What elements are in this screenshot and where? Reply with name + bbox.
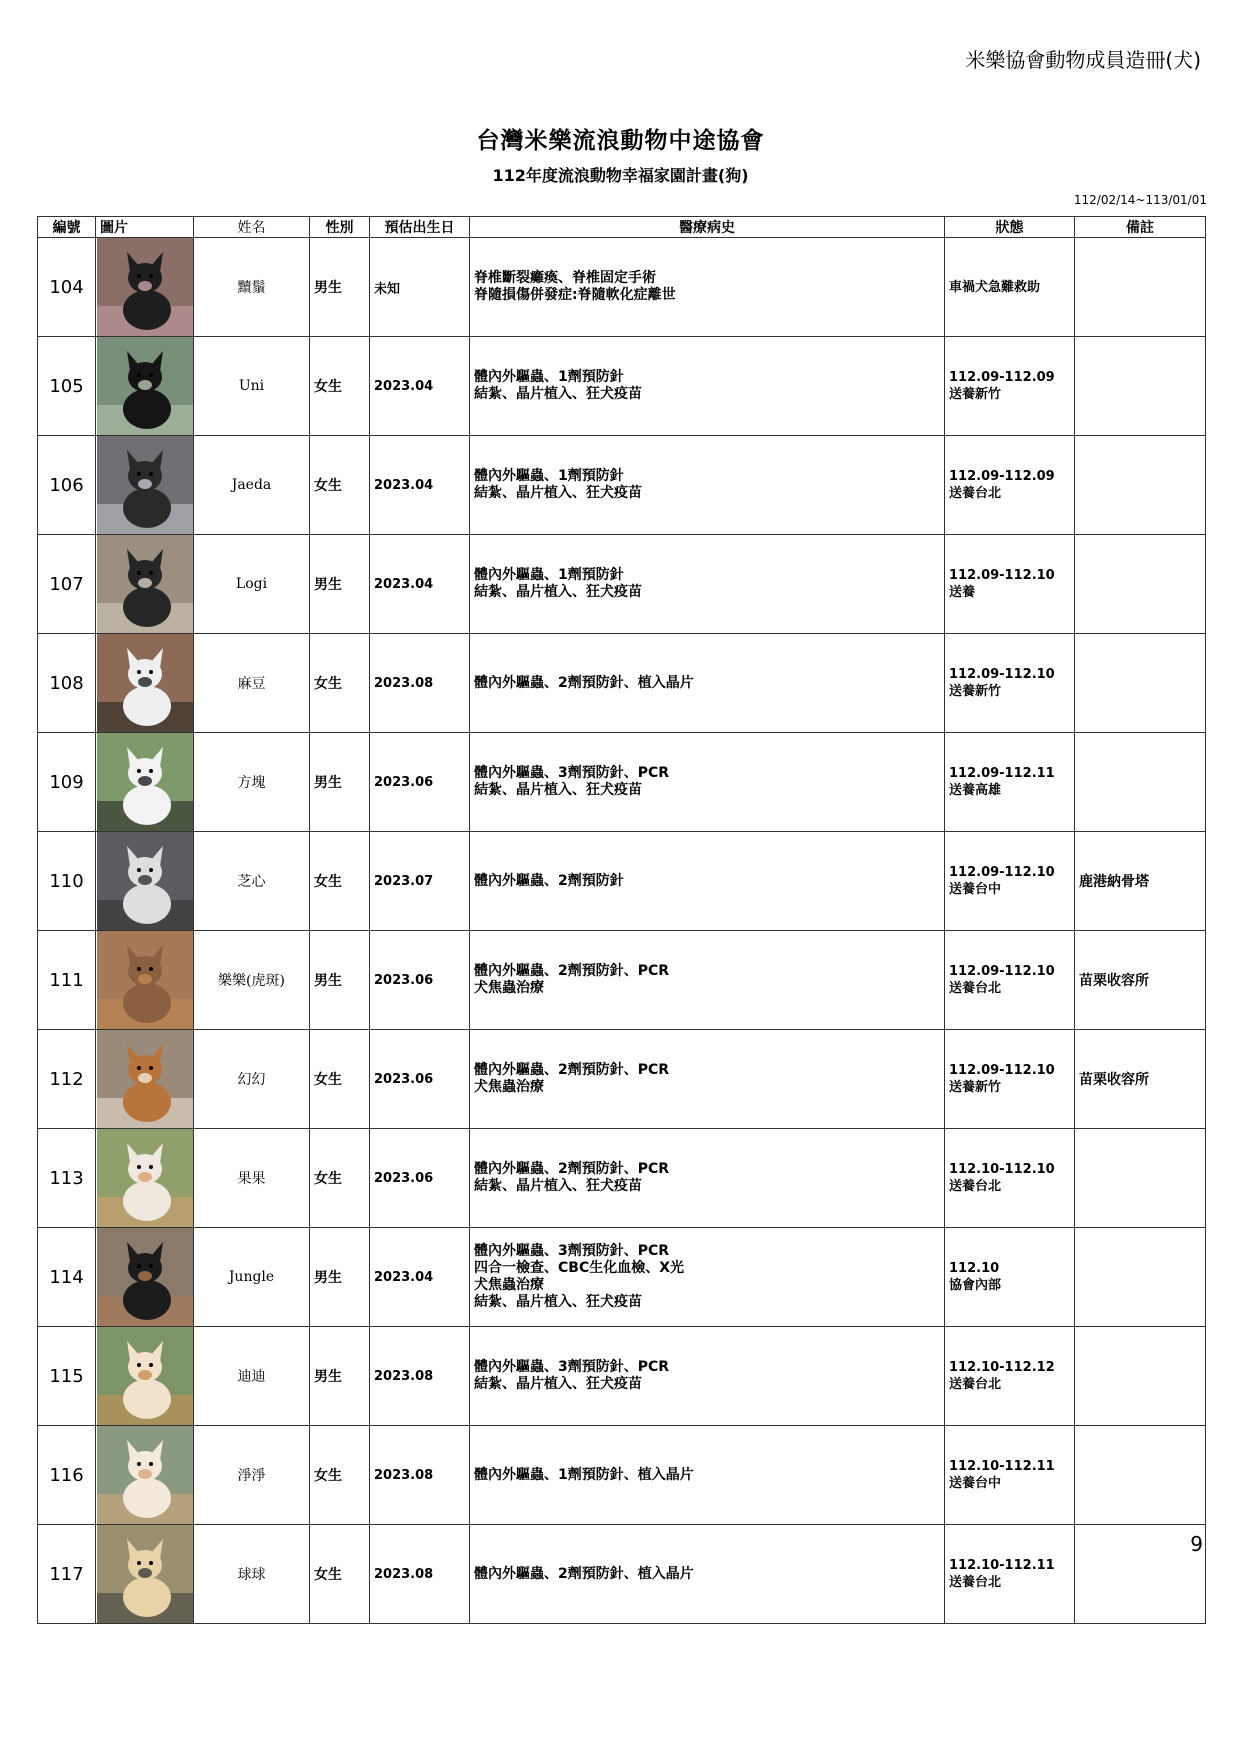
cell-status: [945, 238, 1075, 337]
table-row: [38, 1426, 1206, 1525]
cell-id: [38, 931, 96, 1030]
medical-line: 脊椎斷裂癱瘓、脊椎固定手術: [474, 270, 656, 286]
cell-note: [1075, 238, 1206, 337]
cell-note: [1075, 1327, 1206, 1426]
medical-line: 結紮、晶片植入、狂犬疫苗: [474, 1294, 642, 1310]
cell-birth: [370, 1426, 470, 1525]
animal-birth: 2023.07: [374, 873, 434, 889]
animal-name: Jungle: [228, 1269, 275, 1285]
status-line: 協會內部: [949, 1278, 1002, 1293]
cell-sex: [310, 535, 370, 634]
animal-sex: 男生: [314, 775, 342, 791]
dog-photo: [97, 1525, 193, 1623]
cell-id: [38, 733, 96, 832]
animal-sex: 女生: [314, 874, 342, 890]
animal-id: 115: [49, 1365, 84, 1387]
medical-line: 結紮、晶片植入、狂犬疫苗: [474, 386, 642, 402]
cell-status: [945, 1129, 1075, 1228]
cell-name: [194, 1327, 310, 1426]
table-row: [38, 1030, 1206, 1129]
cell-medical: [470, 337, 945, 436]
header-birth: 預估出生日: [370, 217, 470, 238]
medical-line: 結紮、晶片植入、狂犬疫苗: [474, 1376, 642, 1392]
cell-photo: [96, 733, 194, 832]
table-row: [38, 238, 1206, 337]
dog-photo: [97, 634, 193, 732]
table-body: [38, 238, 1206, 1624]
status-line: 112.10-112.12: [949, 1360, 1055, 1375]
dog-photo: [97, 931, 193, 1029]
cell-id: [38, 634, 96, 733]
animal-birth: 2023.06: [374, 774, 434, 790]
cell-sex: [310, 436, 370, 535]
cell-name: [194, 1228, 310, 1327]
animal-birth: 2023.08: [374, 1368, 434, 1384]
cell-note: [1075, 535, 1206, 634]
animal-sex: 女生: [314, 1072, 342, 1088]
status-line: 送養台北: [949, 981, 1002, 996]
status-line: 送養新竹: [949, 1080, 1002, 1095]
cell-sex: [310, 832, 370, 931]
status-line: 112.10-112.11: [949, 1558, 1055, 1573]
animal-name: Logi: [235, 576, 268, 592]
cell-status: [945, 832, 1075, 931]
table-row: [38, 1228, 1206, 1327]
cell-name: [194, 832, 310, 931]
page-number: 9: [1190, 1532, 1203, 1556]
cell-id: [38, 1129, 96, 1228]
cell-sex: [310, 1327, 370, 1426]
animal-name: 樂樂(虎斑): [218, 973, 285, 989]
animal-sex: 男生: [314, 577, 342, 593]
cell-note: [1075, 1525, 1206, 1624]
title-block: [0, 122, 1241, 186]
animal-id: 110: [49, 870, 84, 892]
cell-id: [38, 1228, 96, 1327]
cell-id: [38, 436, 96, 535]
document-title: 台灣米樂流浪動物中途協會: [476, 128, 765, 154]
animal-id: 108: [49, 672, 84, 694]
cell-name: [194, 1426, 310, 1525]
animal-sex: 女生: [314, 676, 342, 692]
cell-sex: [310, 634, 370, 733]
cell-birth: [370, 832, 470, 931]
cell-sex: [310, 1525, 370, 1624]
animal-sex: 男生: [314, 1369, 342, 1385]
status-line: 送養新竹: [949, 387, 1002, 402]
animal-sex: 女生: [314, 1567, 342, 1583]
table-row: [38, 832, 1206, 931]
cell-id: [38, 1327, 96, 1426]
cell-status: [945, 733, 1075, 832]
dog-photo: [97, 1426, 193, 1524]
medical-line: 體內外驅蟲、2劑預防針、PCR: [474, 963, 670, 979]
medical-line: 體內外驅蟲、2劑預防針、PCR: [474, 1062, 670, 1078]
animal-id: 117: [49, 1563, 84, 1585]
table-row: [38, 931, 1206, 1030]
medical-line: 結紮、晶片植入、狂犬疫苗: [474, 782, 642, 798]
cell-birth: [370, 1129, 470, 1228]
animal-name: Jaeda: [231, 477, 272, 493]
cell-note: [1075, 436, 1206, 535]
animal-id: 114: [49, 1266, 84, 1288]
status-line: 送養台北: [949, 486, 1002, 501]
status-line: 送養高雄: [949, 783, 1002, 798]
medical-line: 體內外驅蟲、2劑預防針: [474, 872, 624, 889]
status-line: 送養: [949, 585, 976, 600]
cell-status: [945, 931, 1075, 1030]
cell-birth: [370, 1327, 470, 1426]
cell-birth: [370, 436, 470, 535]
cell-birth: [370, 535, 470, 634]
cell-name: [194, 733, 310, 832]
cell-sex: [310, 1228, 370, 1327]
cell-note: [1075, 1129, 1206, 1228]
cell-note: [1075, 1426, 1206, 1525]
cell-medical: [470, 436, 945, 535]
animal-name: 方塊: [237, 775, 266, 791]
cell-photo: [96, 1426, 194, 1525]
cell-note: [1075, 634, 1206, 733]
animal-name: 球球: [237, 1567, 266, 1583]
animal-id: 106: [49, 474, 84, 496]
cell-photo: [96, 535, 194, 634]
cell-medical: [470, 931, 945, 1030]
cell-photo: [96, 1129, 194, 1228]
cell-photo: [96, 238, 194, 337]
dog-photo: [97, 535, 193, 633]
medical-line: 結紮、晶片植入、狂犬疫苗: [474, 485, 642, 501]
table-row: [38, 733, 1206, 832]
cell-id: [38, 1030, 96, 1129]
cell-medical: [470, 238, 945, 337]
cell-sex: [310, 238, 370, 337]
medical-line: 犬焦蟲治療: [474, 980, 544, 996]
animal-id: 113: [49, 1167, 84, 1189]
dog-photo: [97, 436, 193, 534]
cell-medical: [470, 1426, 945, 1525]
cell-medical: [470, 1327, 945, 1426]
animal-sex: 女生: [314, 1468, 342, 1484]
cell-note: [1075, 337, 1206, 436]
animal-id: 107: [49, 573, 84, 595]
status-line: 送養台北: [949, 1179, 1002, 1194]
table-row: [38, 634, 1206, 733]
cell-note: [1075, 832, 1206, 931]
dog-photo: [97, 832, 193, 930]
document-subtitle: 112年度流浪動物幸福家園計畫(狗): [492, 166, 749, 185]
status-line: 112.09-112.10: [949, 1063, 1055, 1078]
cell-photo: [96, 1525, 194, 1624]
cell-note: [1075, 1228, 1206, 1327]
status-line: 112.09-112.10: [949, 865, 1055, 880]
cell-name: [194, 238, 310, 337]
animal-name: 麻豆: [237, 676, 266, 692]
animal-name: 幻幻: [237, 1072, 266, 1088]
table-row: [38, 1525, 1206, 1624]
dog-photo: [97, 733, 193, 831]
medical-line: 四合一檢查、CBC生化血檢、X光: [474, 1260, 685, 1276]
animal-note: 苗栗收容所: [1079, 1072, 1149, 1088]
cell-note: [1075, 931, 1206, 1030]
table-row: [38, 337, 1206, 436]
table-row: [38, 1129, 1206, 1228]
cell-name: [194, 337, 310, 436]
medical-line: 犬焦蟲治療: [474, 1277, 544, 1293]
cell-birth: [370, 1228, 470, 1327]
header-medical: 醫療病史: [470, 217, 945, 238]
animal-id: 111: [49, 969, 84, 991]
animal-id: 116: [49, 1464, 84, 1486]
animal-birth: 2023.04: [374, 1269, 434, 1285]
animal-birth: 2023.04: [374, 576, 434, 592]
cell-birth: [370, 1525, 470, 1624]
cell-medical: [470, 1030, 945, 1129]
animal-id: 109: [49, 771, 84, 793]
table-row: [38, 436, 1206, 535]
cell-photo: [96, 1228, 194, 1327]
animal-name: 果果: [237, 1171, 266, 1187]
status-line: 112.09-112.10: [949, 568, 1055, 583]
cell-medical: [470, 535, 945, 634]
animal-birth: 2023.08: [374, 675, 434, 691]
dog-photo: [97, 1129, 193, 1227]
dog-photo: [97, 1327, 193, 1425]
animal-sex: 男生: [314, 280, 342, 296]
cell-status: [945, 634, 1075, 733]
cell-birth: [370, 634, 470, 733]
cell-name: [194, 1525, 310, 1624]
cell-photo: [96, 634, 194, 733]
cell-name: [194, 1129, 310, 1228]
cell-status: [945, 1030, 1075, 1129]
status-line: 112.09-112.09: [949, 370, 1055, 385]
status-line: 112.09-112.11: [949, 766, 1055, 781]
header-name: 姓名: [194, 217, 310, 238]
medical-line: 結紮、晶片植入、狂犬疫苗: [474, 584, 642, 600]
animal-name: 迪迪: [237, 1369, 266, 1385]
header-photo: 圖片: [96, 217, 194, 238]
medical-line: 體內外驅蟲、2劑預防針、植入晶片: [474, 674, 694, 691]
cell-medical: [470, 634, 945, 733]
animal-name: Uni: [238, 378, 265, 394]
table-row: [38, 535, 1206, 634]
animal-id: 104: [49, 276, 84, 298]
header-status: 狀態: [945, 217, 1075, 238]
dog-photo: [97, 1228, 193, 1326]
cell-medical: [470, 1228, 945, 1327]
animal-sex: 男生: [314, 1270, 342, 1286]
cell-birth: [370, 1030, 470, 1129]
animal-sex: 女生: [314, 379, 342, 395]
cell-medical: [470, 1525, 945, 1624]
table-row: [38, 1327, 1206, 1426]
cell-photo: [96, 1030, 194, 1129]
medical-line: 體內外驅蟲、2劑預防針、植入晶片: [474, 1565, 694, 1582]
animal-note: 鹿港納骨塔: [1079, 874, 1149, 890]
animal-birth: 2023.08: [374, 1566, 434, 1582]
cell-status: [945, 1228, 1075, 1327]
medical-line: 體內外驅蟲、3劑預防針、PCR: [474, 1359, 670, 1375]
dog-photo: [97, 1030, 193, 1128]
animal-registry-table: [37, 216, 1206, 1624]
status-line: 112.10: [949, 1261, 1000, 1276]
animal-name: 淨淨: [237, 1468, 266, 1484]
animal-sex: 男生: [314, 973, 342, 989]
cell-medical: [470, 832, 945, 931]
cell-status: [945, 436, 1075, 535]
cell-photo: [96, 436, 194, 535]
header-note: 備註: [1075, 217, 1206, 238]
animal-birth: 2023.06: [374, 1170, 434, 1186]
date-range: 112/02/14~113/01/01: [1073, 193, 1207, 207]
animal-id: 105: [49, 375, 84, 397]
cell-id: [38, 1525, 96, 1624]
cell-status: [945, 337, 1075, 436]
cell-sex: [310, 931, 370, 1030]
cell-note: [1075, 733, 1206, 832]
cell-sex: [310, 1129, 370, 1228]
status-line: 車禍犬急難救助: [949, 279, 1041, 295]
cell-birth: [370, 337, 470, 436]
cell-status: [945, 1525, 1075, 1624]
animal-birth: 2023.06: [374, 1071, 434, 1087]
animal-note: 苗栗收容所: [1079, 973, 1149, 989]
animal-birth: 2023.06: [374, 972, 434, 988]
cell-sex: [310, 733, 370, 832]
cell-name: [194, 1030, 310, 1129]
table-header-row: [38, 217, 1206, 238]
animal-birth: 未知: [374, 281, 401, 297]
header-sex: 性別: [310, 217, 370, 238]
medical-line: 體內外驅蟲、2劑預防針、PCR: [474, 1161, 670, 1177]
dog-photo: [97, 238, 193, 336]
animal-birth: 2023.04: [374, 477, 434, 493]
medical-line: 體內外驅蟲、3劑預防針、PCR: [474, 1243, 670, 1259]
cell-medical: [470, 1129, 945, 1228]
status-line: 112.09-112.10: [949, 964, 1055, 979]
cell-sex: [310, 1030, 370, 1129]
cell-medical: [470, 733, 945, 832]
cell-sex: [310, 337, 370, 436]
cell-name: [194, 634, 310, 733]
status-line: 送養台中: [949, 1476, 1002, 1491]
cell-name: [194, 931, 310, 1030]
animal-birth: 2023.08: [374, 1467, 434, 1483]
animal-birth: 2023.04: [374, 378, 434, 394]
medical-line: 體內外驅蟲、1劑預防針: [474, 369, 624, 385]
status-line: 送養新竹: [949, 684, 1002, 699]
status-line: 送養台北: [949, 1575, 1002, 1590]
cell-id: [38, 1426, 96, 1525]
document-header-label: 米樂協會動物成員造冊(犬): [965, 48, 1201, 72]
animal-sex: 女生: [314, 478, 342, 494]
medical-line: 體內外驅蟲、1劑預防針: [474, 468, 624, 484]
medical-line: 體內外驅蟲、1劑預防針、植入晶片: [474, 1466, 694, 1483]
status-line: 112.09-112.09: [949, 469, 1055, 484]
medical-line: 犬焦蟲治療: [474, 1079, 544, 1095]
cell-photo: [96, 337, 194, 436]
status-line: 送養台中: [949, 882, 1002, 897]
status-line: 112.10-112.10: [949, 1162, 1055, 1177]
cell-name: [194, 436, 310, 535]
cell-id: [38, 832, 96, 931]
cell-status: [945, 1426, 1075, 1525]
cell-photo: [96, 1327, 194, 1426]
cell-id: [38, 535, 96, 634]
medical-line: 體內外驅蟲、3劑預防針、PCR: [474, 765, 670, 781]
cell-photo: [96, 931, 194, 1030]
medical-line: 結紮、晶片植入、狂犬疫苗: [474, 1178, 642, 1194]
status-line: 112.09-112.10: [949, 667, 1055, 682]
medical-line: 脊隨損傷併發症:脊隨軟化症離世: [474, 287, 676, 303]
header-id: 編號: [38, 217, 96, 238]
cell-birth: [370, 238, 470, 337]
dog-photo: [97, 337, 193, 435]
cell-note: [1075, 1030, 1206, 1129]
animal-id: 112: [49, 1068, 84, 1090]
cell-sex: [310, 1426, 370, 1525]
cell-birth: [370, 931, 470, 1030]
cell-id: [38, 238, 96, 337]
cell-name: [194, 535, 310, 634]
cell-photo: [96, 832, 194, 931]
animal-sex: 女生: [314, 1171, 342, 1187]
medical-line: 體內外驅蟲、1劑預防針: [474, 567, 624, 583]
animal-name: 芝心: [237, 874, 266, 890]
cell-id: [38, 337, 96, 436]
cell-status: [945, 1327, 1075, 1426]
cell-status: [945, 535, 1075, 634]
status-line: 112.10-112.11: [949, 1459, 1055, 1474]
cell-birth: [370, 733, 470, 832]
status-line: 送養台北: [949, 1377, 1002, 1392]
animal-name: 黷鬚: [237, 280, 266, 296]
